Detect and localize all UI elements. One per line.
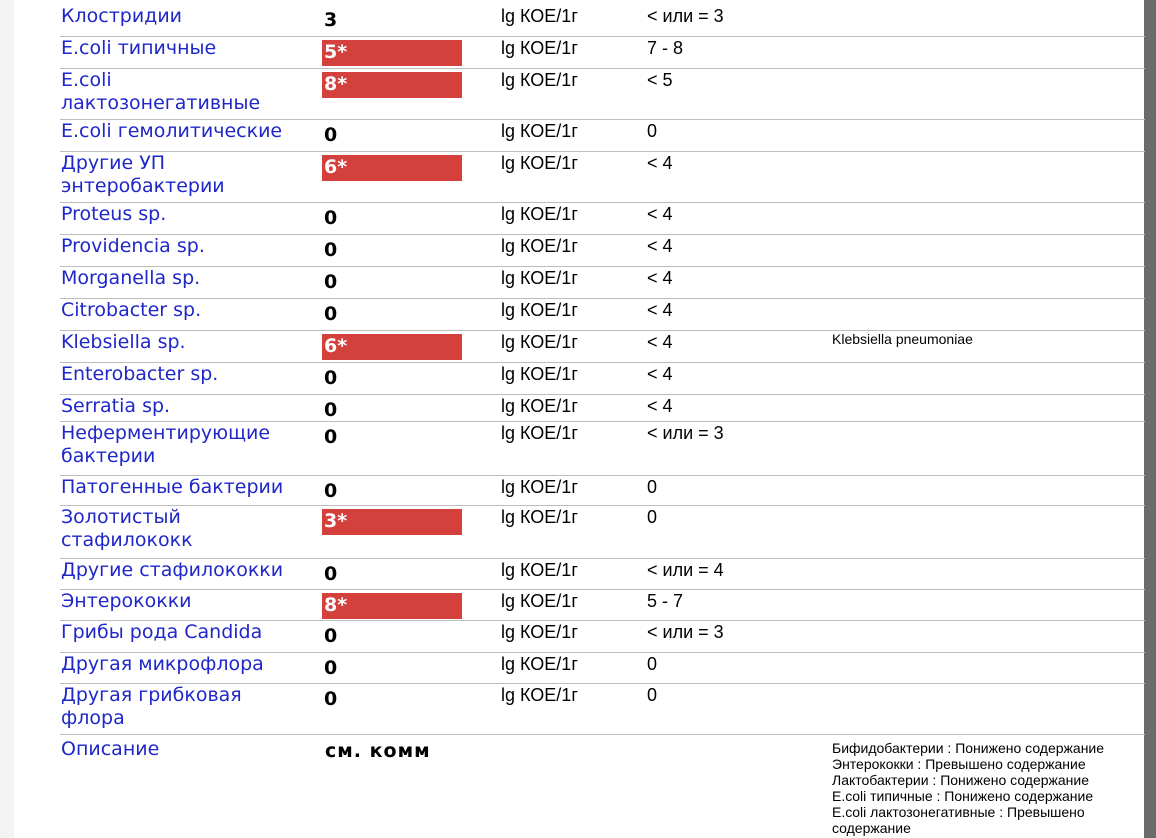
table-row: [0, 37, 1145, 69]
unit-label: lg КОЕ/1г: [501, 204, 578, 224]
organism-name: Энтерококки: [61, 590, 192, 612]
unit-label: lg КОЕ/1г: [501, 423, 578, 443]
unit-label: lg КОЕ/1г: [501, 654, 578, 674]
unit-label: lg КОЕ/1г: [501, 268, 578, 288]
table-row: [0, 653, 1145, 684]
reference-range: < или = 4: [647, 560, 724, 580]
reference-range: 0: [647, 685, 658, 705]
organism-name: Грибы рода Candida: [61, 621, 263, 643]
unit-label: lg КОЕ/1г: [501, 332, 578, 352]
organism-name: Патогенные бактерии: [61, 476, 284, 498]
organism-name: Золотистый стафилококк: [61, 506, 193, 551]
unit-label: lg КОЕ/1г: [501, 364, 578, 384]
table-row: [0, 331, 1145, 363]
description-label: Описание: [61, 738, 160, 760]
row-divider: [60, 734, 1145, 735]
organism-name: Proteus sp.: [61, 203, 167, 225]
description-value: см. комм: [325, 740, 431, 762]
unit-label: lg КОЕ/1г: [501, 236, 578, 256]
organism-name: Клостридии: [61, 5, 183, 27]
summary-line: E.coli типичные : Понижено содержание: [832, 788, 1094, 804]
reference-range: < 4: [647, 204, 673, 224]
result-value: 0: [324, 480, 338, 502]
reference-range: < или = 3: [647, 622, 724, 642]
unit-label: lg КОЕ/1г: [501, 70, 578, 90]
table-row: [0, 235, 1145, 267]
result-value: 0: [324, 625, 338, 647]
result-value: 0: [324, 399, 338, 421]
organism-name: Morganella sp.: [61, 267, 201, 289]
unit-label: lg КОЕ/1г: [501, 121, 578, 141]
organism-name: Другая грибковая флора: [61, 684, 242, 729]
result-value: 8*: [322, 593, 462, 619]
reference-range: 0: [647, 654, 658, 674]
table-row: [0, 590, 1145, 621]
organism-name: Enterobacter sp.: [61, 363, 219, 385]
result-value: 3: [324, 9, 338, 31]
result-value: 6*: [322, 155, 462, 181]
reference-range: < 4: [647, 332, 673, 352]
reference-range: < 4: [647, 364, 673, 384]
result-value: 5*: [322, 40, 462, 66]
unit-label: lg КОЕ/1г: [501, 300, 578, 320]
organism-name: E.coli типичные: [61, 37, 217, 59]
summary-line: содержание: [832, 820, 911, 836]
result-value: 0: [324, 657, 338, 679]
row-note: Klebsiella pneumoniae: [832, 331, 973, 347]
result-value: 0: [324, 124, 338, 146]
reference-range: 0: [647, 507, 658, 527]
result-value: 0: [324, 239, 338, 261]
table-row: [0, 69, 1145, 120]
organism-name: Providencia sp.: [61, 235, 205, 257]
summary-line: Бифидобактерии : Понижено содержание: [832, 740, 1105, 756]
result-value: 6*: [322, 334, 462, 360]
unit-label: lg КОЕ/1г: [501, 153, 578, 173]
unit-label: lg КОЕ/1г: [501, 507, 578, 527]
summary-line: E.coli лактозонегативные : Превышено: [832, 804, 1085, 820]
organism-name: Другие стафилококки: [61, 559, 284, 581]
table-row: [0, 559, 1145, 590]
reference-range: 0: [647, 121, 658, 141]
table-row: [0, 363, 1145, 395]
table-row: [0, 506, 1145, 559]
summary-line: Лактобактерии : Понижено содержание: [832, 772, 1090, 788]
table-row: [0, 152, 1145, 203]
reference-range: < 4: [647, 300, 673, 320]
table-row: [0, 267, 1145, 299]
reference-range: < или = 3: [647, 423, 724, 443]
reference-range: < или = 3: [647, 6, 724, 26]
unit-label: lg КОЕ/1г: [501, 560, 578, 580]
unit-label: lg КОЕ/1г: [501, 396, 578, 416]
unit-label: lg КОЕ/1г: [501, 622, 578, 642]
description-summary: [832, 740, 1156, 836]
result-value: 0: [324, 367, 338, 389]
table-row: [0, 120, 1145, 152]
result-value: 0: [324, 271, 338, 293]
unit-label: lg КОЕ/1г: [501, 591, 578, 611]
table-row: [0, 684, 1145, 735]
scrollbar[interactable]: [1144, 0, 1156, 838]
result-value: 3*: [322, 509, 462, 535]
reference-range: < 4: [647, 268, 673, 288]
organism-name: Serratia sp.: [61, 395, 171, 417]
table-row: [0, 476, 1145, 506]
organism-name: Другая микрофлора: [61, 653, 264, 675]
organism-name: Другие УП энтеробактерии: [61, 152, 225, 197]
organism-name: Klebsiella sp.: [61, 331, 186, 353]
unit-label: lg КОЕ/1г: [501, 38, 578, 58]
result-value: 0: [324, 207, 338, 229]
organism-name: Citrobacter sp.: [61, 299, 202, 321]
table-row: [0, 395, 1145, 422]
table-row: [0, 5, 1145, 37]
result-value: 0: [324, 426, 338, 448]
unit-label: lg КОЕ/1г: [501, 477, 578, 497]
organism-name: E.coli гемолитические: [61, 120, 283, 142]
reference-range: < 4: [647, 236, 673, 256]
organism-name: Неферментирующие бактерии: [61, 422, 271, 467]
organism-name: E.coli лактозонегативные: [61, 69, 261, 114]
result-value: 0: [324, 303, 338, 325]
result-value: 0: [324, 688, 338, 710]
reference-range: 7 - 8: [647, 38, 684, 58]
reference-range: < 5: [647, 70, 673, 90]
reference-range: 5 - 7: [647, 591, 684, 611]
table-row: [0, 203, 1145, 235]
reference-range: < 4: [647, 153, 673, 173]
summary-line: Энтерококки : Превышено содержание: [832, 756, 1086, 772]
table-row: [0, 299, 1145, 331]
reference-range: < 4: [647, 396, 673, 416]
unit-label: lg КОЕ/1г: [501, 6, 578, 26]
unit-label: lg КОЕ/1г: [501, 685, 578, 705]
table-row: [0, 621, 1145, 653]
result-value: 8*: [322, 72, 462, 98]
result-value: 0: [324, 563, 338, 585]
table-row: [0, 422, 1145, 476]
reference-range: 0: [647, 477, 658, 497]
